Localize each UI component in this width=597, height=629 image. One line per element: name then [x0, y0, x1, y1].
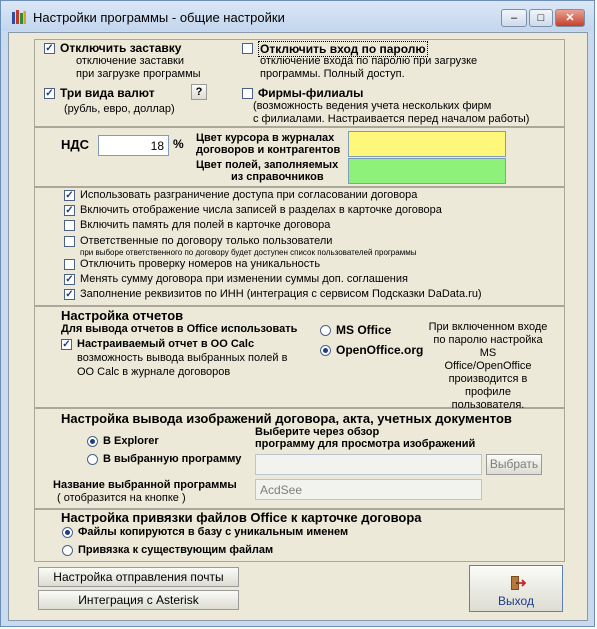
note-line: Office/OpenOffice [444, 360, 532, 372]
vat-label: НДС [61, 137, 90, 152]
link-files-label: Привязка к существующим файлам [78, 544, 274, 556]
app-books-icon [11, 9, 27, 25]
program-name-label: Название выбранной программы [53, 479, 237, 491]
openoffice-radio[interactable] [320, 345, 331, 356]
exit-button-label: Выход [498, 594, 534, 608]
title-bar [1, 1, 594, 31]
password-office-note [427, 321, 549, 412]
disable-splash-label: Отключить заставку [60, 41, 182, 55]
vat-percent-sign: % [173, 137, 184, 151]
access-control-label: Использовать разграничение доступа при согласовании договора [80, 189, 418, 201]
vat-input[interactable]: 18 [98, 135, 169, 156]
file-binding-title: Настройка привязки файлов Office к карточке договора [61, 510, 422, 525]
cursor-color-label: Цвет курсора в журналах [196, 132, 335, 144]
branches-desc: (возможность ведения учета нескольких фирм [253, 100, 492, 112]
oo-calc-report-checkbox[interactable]: ✓ [62, 339, 71, 350]
responsible-users-note: при выборе ответственного по договору будет доступен список пользователей программы [80, 248, 417, 257]
choose-program-label: Выберите через обзор [255, 426, 380, 438]
branches-desc-2: с филиалами. Настраивается перед началом работы) [253, 113, 530, 125]
reports-office-label: Для вывода отчетов в Office использовать [61, 323, 298, 335]
cursor-color-swatch[interactable] [348, 131, 506, 157]
fields-color-label-2: из справочников [231, 171, 324, 183]
openoffice-label: OpenOffice.org [336, 343, 424, 357]
change-sum-checkbox[interactable]: ✓ [65, 274, 74, 285]
disable-password-checkbox[interactable] [242, 43, 253, 54]
images-title: Настройка вывода изображений договора, акта, учетных документов [61, 411, 512, 426]
inn-fill-label: Заполнение реквизитов по ИНН (интеграция с сервисом Подсказки DaData.ru) [80, 288, 482, 300]
ms-office-label: MS Office [336, 323, 392, 337]
unique-number-checkbox[interactable] [64, 259, 75, 270]
note-line: пользователя. [451, 399, 525, 411]
maximize-button[interactable]: □ [529, 9, 553, 27]
program-name-sublabel: ( отобразится на кнопке ) [57, 492, 186, 504]
note-line: При включенном входе [428, 321, 548, 333]
fields-color-label: Цвет полей, заполняемых [196, 159, 339, 171]
three-currencies-label: Три вида валют [60, 86, 155, 100]
asterisk-integration-button[interactable]: Интеграция с Asterisk [38, 590, 239, 610]
responsible-users-label: Ответственные по договору только пользователи [80, 235, 333, 247]
three-currencies-checkbox[interactable]: ✓ [45, 88, 54, 99]
help-button[interactable]: ? [191, 84, 207, 100]
program-path-input[interactable] [255, 454, 482, 475]
minimize-button[interactable]: – [501, 9, 527, 27]
explorer-label: В Explorer [103, 435, 159, 447]
record-count-label: Включить отображение числа записей в разделах в карточке договора [80, 204, 442, 216]
disable-password-desc: отключение входа по паролю при загрузке [260, 55, 478, 67]
exit-door-icon [508, 574, 526, 592]
reports-title: Настройка отчетов [61, 308, 184, 323]
cursor-color-label-2: договоров и контрагентов [196, 144, 341, 156]
branches-checkbox[interactable] [242, 88, 253, 99]
selected-program-radio[interactable] [87, 454, 98, 465]
exit-button[interactable] [469, 565, 563, 612]
disable-password-label: Отключить вход по паролю [260, 42, 426, 56]
inn-fill-checkbox[interactable]: ✓ [65, 289, 74, 300]
responsible-users-checkbox[interactable] [64, 236, 75, 247]
change-sum-label: Менять сумму договора при изменении суммы доп. соглашения [80, 273, 408, 285]
three-currencies-desc: (рубль, евро, доллар) [64, 103, 175, 115]
ms-office-radio[interactable] [320, 325, 331, 336]
oo-calc-report-desc: возможность вывода выбранных полей в [77, 352, 288, 364]
disable-splash-checkbox[interactable]: ✓ [45, 43, 54, 54]
disable-password-desc-2: программы. Полный доступ. [260, 68, 405, 80]
explorer-radio[interactable] [87, 436, 98, 447]
disable-splash-desc: отключение заставки [76, 55, 185, 67]
oo-calc-report-desc-2: OO Calc в журнале договоров [77, 366, 231, 378]
access-control-checkbox[interactable]: ✓ [65, 190, 74, 201]
field-memory-checkbox[interactable] [64, 220, 75, 231]
selected-program-label: В выбранную программу [103, 453, 242, 465]
browse-button[interactable]: Выбрать [486, 454, 542, 475]
record-count-checkbox[interactable]: ✓ [65, 205, 74, 216]
copy-files-label: Файлы копируются в базу с уникальным именем [78, 526, 349, 538]
branches-label: Фирмы-филиалы [258, 86, 364, 100]
disable-splash-desc-2: при загрузке программы [76, 68, 201, 80]
mail-settings-button[interactable]: Настройка отправления почты [38, 567, 239, 587]
copy-files-radio[interactable] [62, 527, 73, 538]
unique-number-label: Отключить проверку номеров на уникальность [80, 258, 321, 270]
link-files-radio[interactable] [62, 545, 73, 556]
settings-panel [8, 32, 588, 621]
program-name-input[interactable]: AcdSee [255, 479, 482, 500]
fields-color-swatch[interactable] [348, 158, 506, 184]
window-title: Настройки программы - общие настройки [33, 10, 285, 25]
field-memory-label: Включить память для полей в карточке договора [80, 219, 331, 231]
note-line: производится в профиле [448, 373, 528, 398]
close-button[interactable]: ✕ [555, 9, 585, 27]
note-line: по паролю настройка MS [433, 334, 543, 359]
choose-program-label-2: программу для просмотра изображений [255, 438, 476, 450]
oo-calc-report-label: Настраиваемый отчет в OO Calc [77, 338, 255, 350]
